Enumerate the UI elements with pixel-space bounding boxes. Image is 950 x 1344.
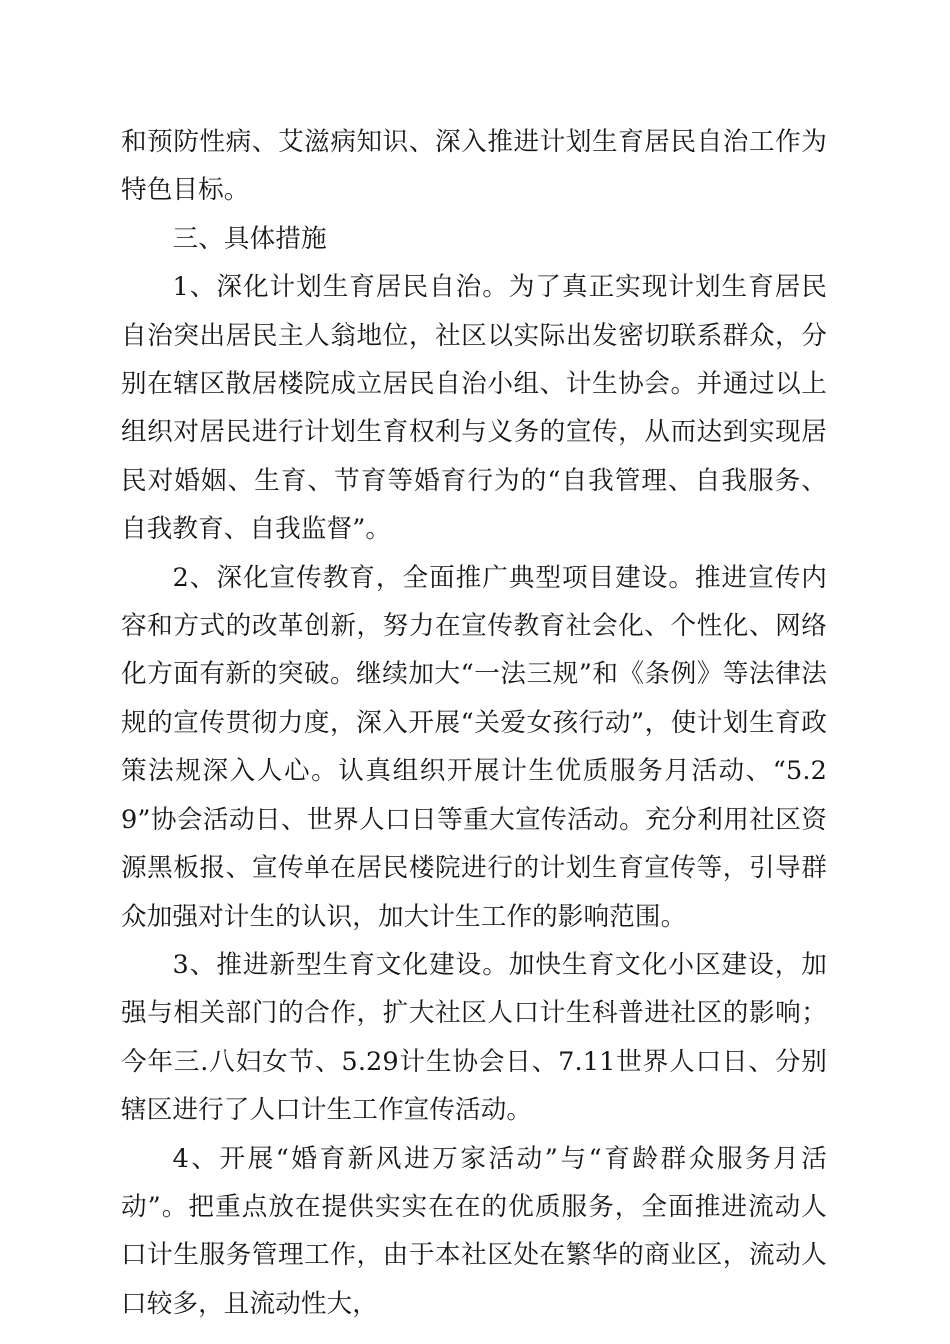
document-body [121,118,827,1328]
paragraph-continuation-goal: 和预防性病、艾滋病知识、深入推进计划生育居民自治工作为特色目标。 [121,127,827,206]
paragraph-item-2: 2、深化宣传教育，全面推广典型项目建设。推进宣传内容和方式的改革创新，努力在宣传教育社会化、个性化、网络化方面有新的突破。继续加大“一法三规”和《条例》等法律法规的宣传贯彻力度，深入开展“关爱女孩行动”，使计划生育政策法规深入人心。认真组织开展计生优质服务月活动、“5.29”协会活动日、世界人口日等重大宣传活动。充分利用社区资源黑板报、宣传单在居民楼院进行的计划生育宣传等，引导群众加强对计生的认识，加大计生工作的影响范围。 [121,562,827,932]
heading-section-three: 三、具体措施 [172,223,327,254]
paragraph-item-1: 1、深化计划生育居民自治。为了真正实现计划生育居民自治突出居民主人翁地位，社区以实际出发密切联系群众，分别在辖区散居楼院成立居民自治小组、计生协会。并通过以上组织对居民进行计划生育权利与义务的宣传，从而达到实现居民对婚姻、生育、节育等婚育行为的“自我管理、自我服务、自我教育、自我监督”。 [121,272,827,545]
paragraph-item-4: 4、开展“婚育新风进万家活动”与“育龄群众服务月活动”。把重点放在提供实实在在的优质服务，全面推进流动人口计生服务管理工作，由于本社区处在繁华的商业区，流动人口较多，且流动性大， [121,1143,827,1319]
paragraph-item-3: 3、推进新型生育文化建设。加快生育文化小区建设，加强与相关部门的合作，扩大社区人口计生科普进社区的影响；今年三.八妇女节、5.29计生协会日、7.11世界人口日、分别辖区进行了人口计生工作宣传活动。 [121,949,827,1126]
